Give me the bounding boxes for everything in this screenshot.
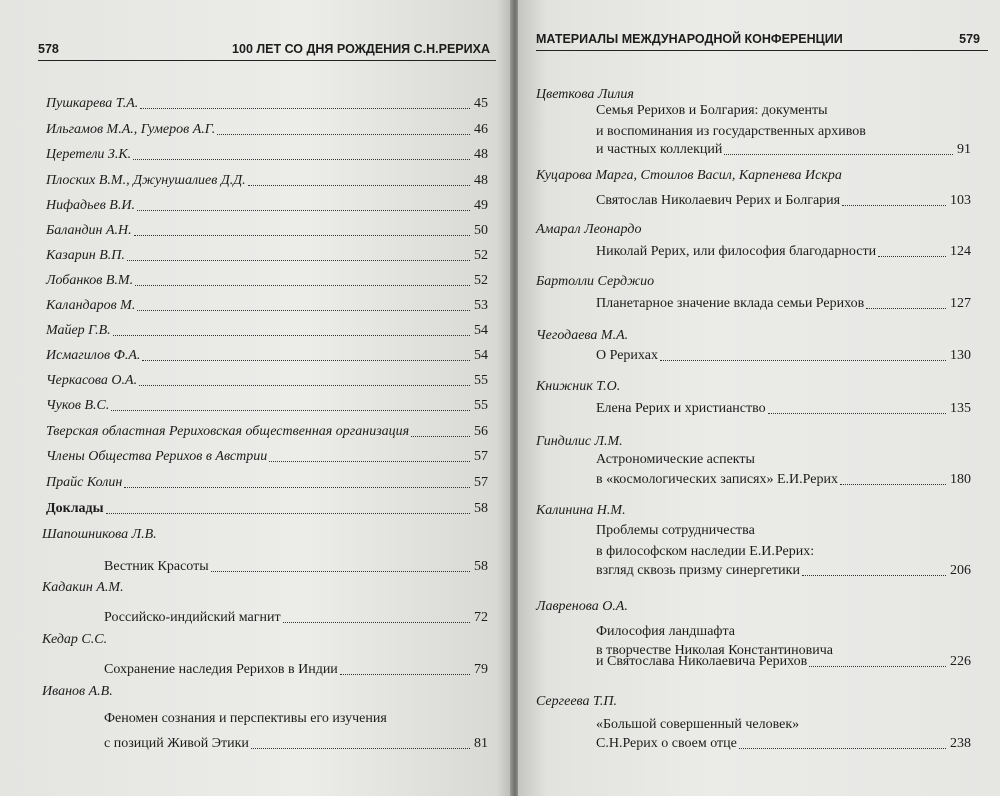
report-title-line: С.Н.Рерих о своем отце xyxy=(596,736,737,751)
report-title-line: Семья Рерихов и Болгария: документы xyxy=(596,103,828,118)
toc-entry-name: Каландаров М. xyxy=(46,298,136,313)
report-author: Гиндилис Л.М. xyxy=(536,434,623,449)
leader-dots xyxy=(217,133,470,135)
leader-dots xyxy=(840,483,946,485)
report-title-line: О Рерихах xyxy=(596,348,658,363)
right-page xyxy=(518,0,1000,796)
running-head-left xyxy=(38,38,496,61)
report-title xyxy=(596,243,971,261)
toc-entry-name: Ильгамов М.А., Гумеров А.Г. xyxy=(46,122,216,137)
report-title-line: и Святослава Николаевича Рерихов xyxy=(596,654,808,669)
leader-dots xyxy=(660,359,946,361)
toc-entry-page: 48 xyxy=(474,147,488,162)
toc-entry xyxy=(46,297,488,315)
toc-entry-page: 48 xyxy=(474,173,488,188)
report-title xyxy=(596,562,971,580)
report-page: 72 xyxy=(474,610,488,625)
report-title-line: Николай Рерих, или философия благодарности xyxy=(596,244,877,259)
toc-entry-page: 50 xyxy=(474,223,488,238)
toc-entry-name: Лобанков В.М. xyxy=(46,273,134,288)
toc-entry xyxy=(46,474,488,492)
toc-entry xyxy=(46,95,488,113)
leader-dots xyxy=(137,209,470,211)
leader-dots xyxy=(739,747,946,749)
toc-entry xyxy=(46,222,488,240)
toc-entry xyxy=(46,272,488,290)
report-author: Кадакин А.М. xyxy=(42,580,124,595)
toc-entry-name: Плоских В.М., Джунушалиев Д.Д. xyxy=(46,173,246,188)
leader-dots xyxy=(142,359,470,361)
report-title-line: и частных коллекций xyxy=(596,142,723,157)
leader-dots xyxy=(809,665,946,667)
page-number-left: 578 xyxy=(38,42,59,56)
toc-entry-page: 54 xyxy=(474,323,488,338)
report-page: 79 xyxy=(474,662,488,677)
report-title-line: Феномен сознания и перспективы его изучения xyxy=(104,711,387,726)
toc-entry-page: 52 xyxy=(474,248,488,263)
section-page: 58 xyxy=(474,501,488,516)
toc-entry-name: Чуков В.С. xyxy=(46,398,110,413)
leader-dots xyxy=(113,334,470,336)
leader-dots xyxy=(269,460,470,462)
report-author: Бартолли Серджио xyxy=(536,274,655,289)
report-title xyxy=(596,735,971,753)
toc-entry xyxy=(46,397,488,415)
toc-entry xyxy=(46,121,488,139)
leader-dots xyxy=(866,307,946,309)
report-page: 91 xyxy=(957,142,971,157)
toc-entry-name: Черкасова О.А. xyxy=(46,373,138,388)
report-page: 238 xyxy=(950,736,971,751)
report-author: Лавренова О.А. xyxy=(536,599,628,614)
report-author: Кедар С.С. xyxy=(42,632,108,647)
toc-entry-name: Церетели З.К. xyxy=(46,147,132,162)
report-page: 58 xyxy=(474,559,488,574)
leader-dots xyxy=(878,255,946,257)
report-author: Куцарова Марга, Стоилов Васил, Карпенева Искра xyxy=(536,168,842,183)
leader-dots xyxy=(124,486,470,488)
section-title: Доклады xyxy=(46,501,104,516)
running-title-left: 100 ЛЕТ СО ДНЯ РОЖДЕНИЯ С.Н.РЕРИХА xyxy=(232,42,490,56)
toc-entry-name: Прайс Колин xyxy=(46,475,123,490)
leader-dots xyxy=(340,673,470,675)
report-title-line: взгляд сквозь призму синергетики xyxy=(596,563,800,578)
report-title xyxy=(596,471,971,489)
toc-entry xyxy=(46,197,488,215)
report-page: 130 xyxy=(950,348,971,363)
report-author: Шапошникова Л.В. xyxy=(42,527,157,542)
report-page: 103 xyxy=(950,193,971,208)
leader-dots xyxy=(133,158,470,160)
report-title xyxy=(596,141,971,159)
report-title xyxy=(104,609,488,627)
toc-entry-name: Пушкарева Т.А. xyxy=(46,96,139,111)
report-title-line: Проблемы сотрудничества xyxy=(596,523,755,538)
leader-dots xyxy=(127,259,470,261)
report-page: 124 xyxy=(950,244,971,259)
report-title-line: Святослав Николаевич Рерих и Болгария xyxy=(596,193,841,208)
toc-entry xyxy=(46,322,488,340)
report-title xyxy=(104,558,488,576)
running-head-right xyxy=(536,28,988,51)
leader-dots xyxy=(135,284,470,286)
toc-entry-name: Исмагилов Ф.А. xyxy=(46,348,141,363)
report-page: 135 xyxy=(950,401,971,416)
toc-entry-page: 57 xyxy=(474,475,488,490)
leader-dots xyxy=(842,204,946,206)
report-page: 127 xyxy=(950,296,971,311)
toc-entry xyxy=(46,172,488,190)
report-title-line: и воспоминания из государственных архивов xyxy=(596,124,866,139)
toc-section xyxy=(46,500,488,518)
leader-dots xyxy=(251,747,470,749)
report-author: Цветкова Лилия xyxy=(536,87,634,102)
leader-dots xyxy=(106,512,470,514)
report-title-line: Вестник Красоты xyxy=(104,559,209,574)
report-author: Калинина Н.М. xyxy=(536,503,626,518)
report-author: Книжник Т.О. xyxy=(536,379,621,394)
toc-entry xyxy=(46,423,488,441)
report-title xyxy=(596,347,971,365)
report-title-line: с позиций Живой Этики xyxy=(104,736,249,751)
toc-entry-page: 49 xyxy=(474,198,488,213)
leader-dots xyxy=(768,412,946,414)
report-page: 226 xyxy=(950,654,971,669)
report-title-line: Елена Рерих и христианство xyxy=(596,401,766,416)
toc-entry xyxy=(46,372,488,390)
toc-entry-page: 57 xyxy=(474,449,488,464)
report-title-line: в творчестве Николая Константиновича xyxy=(596,643,834,658)
leader-dots xyxy=(211,570,470,572)
page-number-right: 579 xyxy=(959,32,980,46)
toc-entry-page: 46 xyxy=(474,122,488,137)
report-author: Амарал Леонардо xyxy=(536,222,642,237)
toc-entry-name: Члены Общества Рерихов в Австрии xyxy=(46,449,268,464)
report-page: 81 xyxy=(474,736,488,751)
leader-dots xyxy=(248,184,470,186)
report-title-line: Философия ландшафта xyxy=(596,624,735,639)
report-title-line: «Большой совершенный человек» xyxy=(596,717,800,732)
leader-dots xyxy=(134,234,470,236)
running-title-right: МАТЕРИАЛЫ МЕЖДУНАРОДНОЙ КОНФЕРЕНЦИИ xyxy=(536,32,843,46)
report-title-line: в «космологических записях» Е.И.Рерих xyxy=(596,472,838,487)
toc-entry-name: Тверская областная Рериховская общественная организация xyxy=(46,424,410,439)
report-author: Иванов А.В. xyxy=(42,684,113,699)
report-title-line: Планетарное значение вклада семьи Рерихов xyxy=(596,296,865,311)
report-author: Сергеева Т.П. xyxy=(536,694,618,709)
report-author: Чегодаева М.А. xyxy=(536,328,629,343)
toc-entry xyxy=(46,146,488,164)
toc-entry-page: 52 xyxy=(474,273,488,288)
report-title xyxy=(104,661,488,679)
report-title-line: Астрономические аспекты xyxy=(596,452,755,467)
report-title-line: Сохранение наследия Рерихов в Индии xyxy=(104,662,338,677)
toc-entry-name: Казарин В.П. xyxy=(46,248,125,263)
toc-entry-page: 45 xyxy=(474,96,488,111)
toc-entry-page: 54 xyxy=(474,348,488,363)
report-page: 180 xyxy=(950,472,971,487)
toc-entry-name: Баландин А.Н. xyxy=(46,223,132,238)
toc-entry-page: 56 xyxy=(474,424,488,439)
report-title xyxy=(596,192,971,210)
report-title-line: в философском наследии Е.И.Рерих: xyxy=(596,544,815,559)
leader-dots xyxy=(283,621,470,623)
report-title xyxy=(104,735,488,753)
report-title xyxy=(596,295,971,313)
report-title xyxy=(596,653,971,671)
leader-dots xyxy=(140,107,470,109)
leader-dots xyxy=(139,384,470,386)
toc-entry-page: 53 xyxy=(474,298,488,313)
leader-dots xyxy=(724,153,953,155)
toc-entry-name: Нифадьев В.И. xyxy=(46,198,135,213)
report-title-line: Российско-индийский магнит xyxy=(104,610,281,625)
report-title xyxy=(596,400,971,418)
toc-entry xyxy=(46,448,488,466)
report-page: 206 xyxy=(950,563,971,578)
leader-dots xyxy=(111,409,470,411)
toc-entry-page: 55 xyxy=(474,373,488,388)
toc-entry xyxy=(46,347,488,365)
toc-entry-page: 55 xyxy=(474,398,488,413)
leader-dots xyxy=(137,309,470,311)
toc-entry-name: Майер Г.В. xyxy=(46,323,111,338)
toc-entry xyxy=(46,247,488,265)
leader-dots xyxy=(802,574,946,576)
leader-dots xyxy=(411,435,470,437)
